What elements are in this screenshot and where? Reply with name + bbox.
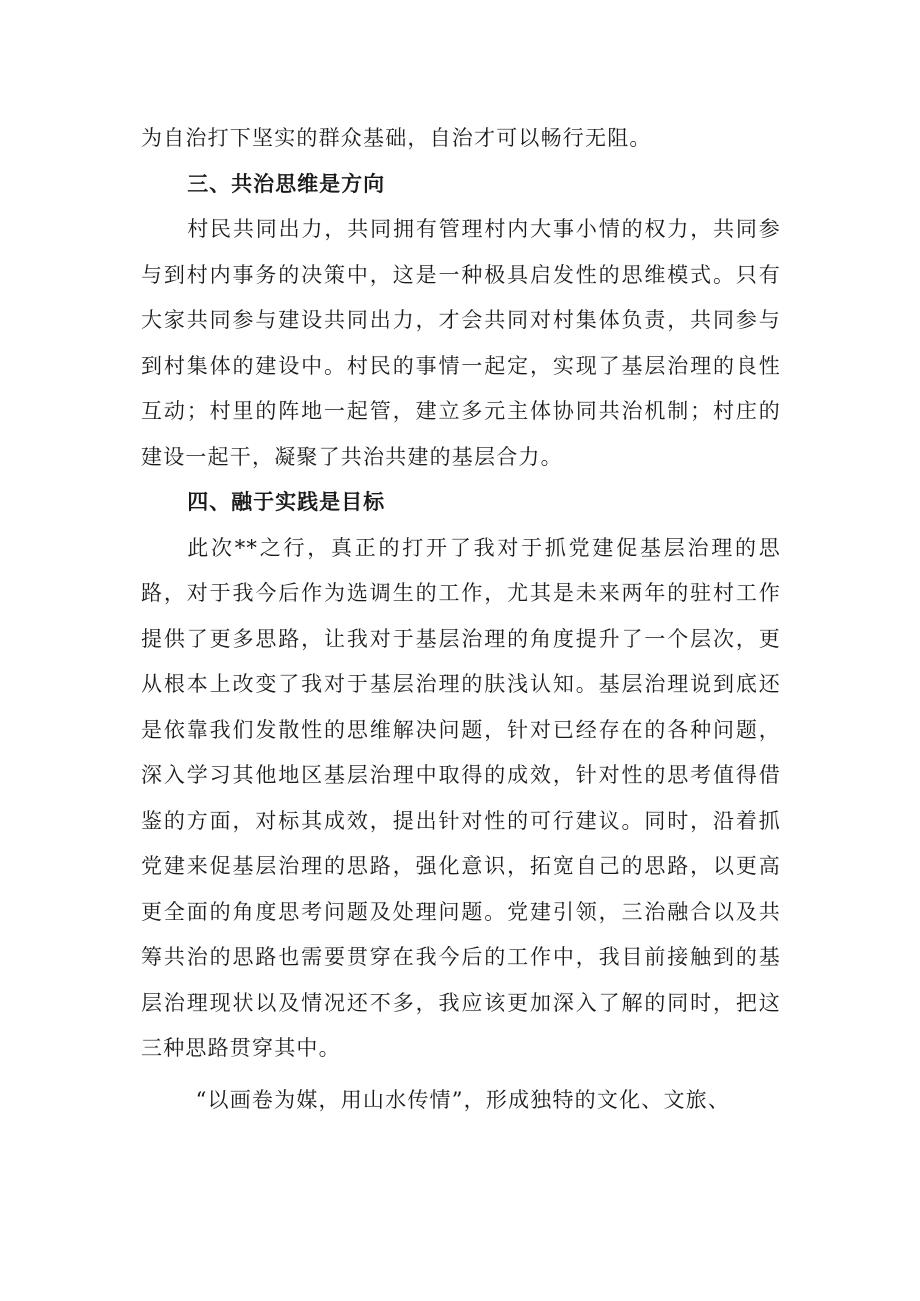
paragraph-co-governance: 村民共同出力，共同拥有管理村内大事小情的权力，共同参与到村内事务的决策中，这是一种极具启发性的思维模式。只有大家共同参与建设共同出力，才会共同对村集体负责，共同参与到村集体的建设中。村民的事情一起定，实现了基层治理的良性互动；村里的阵地一起管，建立多元主体协同共治机制；村庄的建设一起干，凝聚了共治共建的基层合力。 xyxy=(141,217,781,469)
paragraph-quote: “以画卷为媒，用山水传情”，形成独特的文化、文旅、 xyxy=(195,1087,731,1112)
paragraph-practice: 此次**之行，真正的打开了我对于抓党建促基层治理的思路，对于我今后作为选调生的工作，尤其是未来两年的驻村工作提供了更多思路，让我对于基层治理的角度提升了一个层次，更从根本上改变了我对于基层治理的肤浅认知。基层治理说到底还是依靠我们发散性的思维解决问题，针对已经存在的各种问题，深入学习其他地区基层治理中取得的成效，针对性的思考值得借鉴的方面，对标其成效，提出针对性的可行建议。同时，沿着抓党建来促基层治理的思路，强化意识，拓宽自己的思路，以更高更全面的角度思考问题及处理问题。党建引领，三治融合以及共筹共治的思路也需要贯穿在我今后的工作中，我目前接触到的基层治理现状以及情况还不多，我应该更加深入了解的同时，把这三种思路贯穿其中。 xyxy=(141,535,781,1060)
section-heading-4: 四、融于实践是目标 xyxy=(187,490,386,514)
paragraph-continuation: 为自治打下坚实的群众基础，自治才可以畅行无阻。 xyxy=(141,126,652,150)
section-heading-3: 三、共治思维是方向 xyxy=(187,171,386,196)
document-body xyxy=(141,116,781,1123)
